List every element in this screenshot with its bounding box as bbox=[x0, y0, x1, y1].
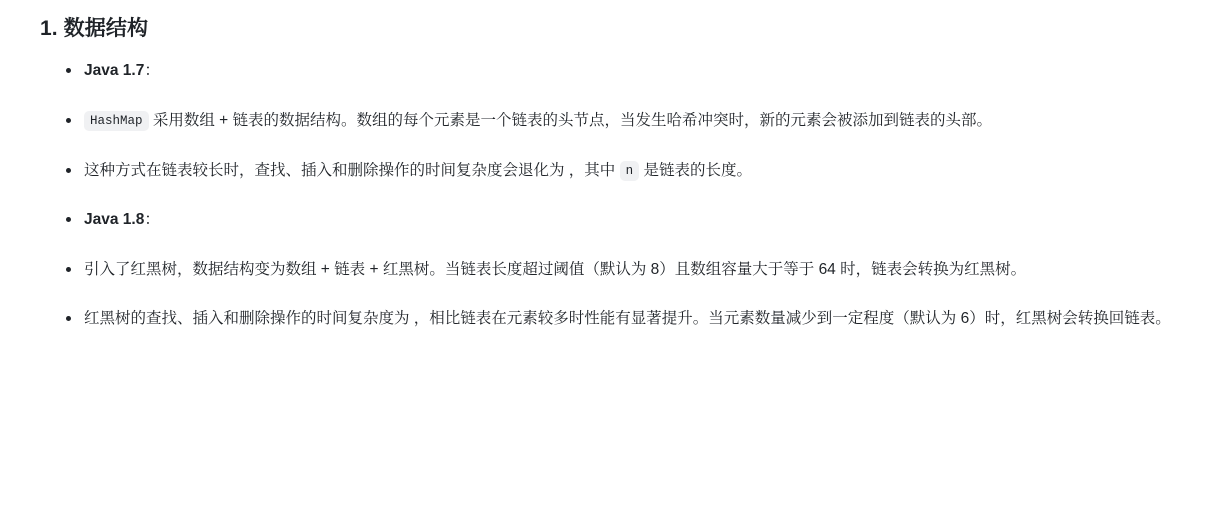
body-text: 引入了红黑树，数据结构变为数组 + 链表 + 红黑树。当链表长度超过阈值（默认为 8）且数组容量大于等于 64 时，链表会转换为红黑树。 bbox=[84, 260, 1027, 278]
body-text: 是链表的长度。 bbox=[639, 161, 752, 179]
body-text: ： bbox=[144, 62, 160, 80]
list-item bbox=[66, 57, 1174, 85]
body-text: ： bbox=[144, 211, 160, 229]
list-item bbox=[66, 157, 1174, 185]
body-text: 这种方式在链表较长时，查找、插入和删除操作的时间复杂度会退化为 ，其中 bbox=[84, 161, 620, 179]
list-item bbox=[66, 107, 1174, 135]
bold-text: Java 1.8 bbox=[84, 211, 145, 229]
body-text: 红黑树的查找、插入和删除操作的时间复杂度为 ，相比链表在元素较多时性能有显著提升。当元素数量减少到一定程度（默认为 6）时，红黑树会转换回链表。 bbox=[84, 310, 1171, 328]
inline-code: n bbox=[620, 161, 640, 181]
inline-code: HashMap bbox=[84, 111, 149, 131]
page-title: 1. 数据结构 bbox=[40, 17, 149, 40]
list-item bbox=[66, 256, 1174, 284]
body-text: 采用数组 + 链表的数据结构。数组的每个元素是一个链表的头节点，当发生哈希冲突时，新的元素会被添加到链表的头部。 bbox=[148, 111, 992, 129]
bold-text: Java 1.7 bbox=[84, 62, 145, 80]
content-list bbox=[40, 57, 1174, 332]
list-item bbox=[66, 206, 1174, 234]
list-item bbox=[66, 305, 1174, 333]
